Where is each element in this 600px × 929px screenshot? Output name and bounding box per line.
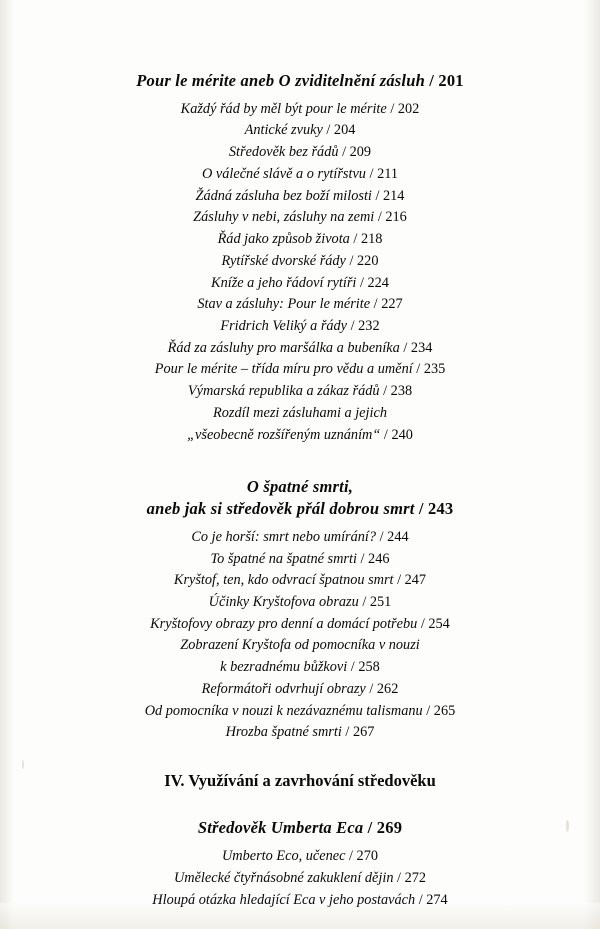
toc-section-title-text: Pour le mérite aneb O zviditelnění zásluh bbox=[136, 71, 425, 90]
toc-entry-label: Středověk bez řádů bbox=[228, 144, 339, 161]
toc-entry[interactable] bbox=[60, 570, 540, 592]
toc-entry-page-number: / 238 bbox=[379, 383, 413, 400]
toc-entry-page-number: / 214 bbox=[371, 187, 405, 204]
toc-entry[interactable] bbox=[60, 120, 540, 142]
toc-entry[interactable] bbox=[60, 679, 540, 701]
toc-entry-page-number: / 240 bbox=[380, 426, 413, 443]
toc-entry-label: Stav a zásluhy: Pour le mérite bbox=[197, 296, 371, 313]
toc-entry[interactable] bbox=[60, 359, 540, 381]
toc-entry-page-number: / 202 bbox=[386, 100, 420, 117]
toc-entry-label: Každý řád by měl být pour le mérite bbox=[180, 100, 387, 117]
toc-entry-page-number: / 224 bbox=[356, 274, 389, 291]
toc-entry-label: Hrozba špatné smrti bbox=[225, 724, 342, 741]
toc-entry[interactable] bbox=[60, 186, 540, 208]
toc-entry[interactable] bbox=[60, 549, 540, 571]
toc-entry-page-number: / 234 bbox=[399, 339, 433, 356]
toc-entry-label: Řád jako způsob života bbox=[217, 231, 350, 248]
toc-entry-page-number: / 232 bbox=[347, 317, 380, 334]
toc-entry[interactable] bbox=[60, 338, 540, 360]
toc-entry-page-number: / 204 bbox=[322, 122, 356, 139]
toc-entry[interactable] bbox=[60, 701, 540, 723]
toc-entry[interactable] bbox=[60, 294, 540, 316]
toc-entry-page-number: / 218 bbox=[349, 231, 383, 248]
toc-entry-label: Co je horší: smrt nebo umírání? bbox=[191, 528, 377, 545]
toc-entry-label: Umberto Eco, učenec bbox=[221, 848, 346, 865]
toc-entry-label: k bezradnému bůžkovi bbox=[220, 659, 348, 676]
table-of-contents bbox=[60, 70, 540, 911]
toc-entry-label: Rytířské dvorské řády bbox=[221, 252, 346, 269]
toc-section-title-text: Středověk Umberta Eca bbox=[197, 818, 364, 838]
toc-entry-page-number: / 274 bbox=[415, 891, 448, 908]
toc-entry-label: Zobrazení Kryštofa od pomocníka v nouzi bbox=[180, 637, 420, 654]
spacer bbox=[60, 791, 540, 817]
toc-entry-page-number: / 258 bbox=[347, 659, 380, 676]
toc-entry-label: „všeobecně rozšířeným uznáním“ bbox=[187, 426, 381, 443]
paper-speck bbox=[566, 820, 569, 832]
toc-section-title-line bbox=[60, 70, 540, 92]
toc-part-heading[interactable]: IV. Využívání a zavrhování středověku bbox=[164, 770, 436, 790]
toc-entry-label: Reformátoři odvrhují obrazy bbox=[201, 680, 366, 697]
toc-entry-page-number: / 265 bbox=[422, 702, 456, 719]
toc-entry-page-number: / 254 bbox=[417, 615, 450, 632]
toc-entry-label: Žádná zásluha bez boží milosti bbox=[195, 187, 372, 204]
toc-section-title-line: O špatné smrti, bbox=[246, 477, 354, 497]
toc-entry[interactable] bbox=[60, 381, 540, 403]
toc-entry-page-number: / 251 bbox=[358, 593, 392, 610]
page-edge-right-shading bbox=[584, 0, 600, 929]
toc-entry-label: To špatné na špatné smrti bbox=[210, 550, 357, 567]
toc-entry-page-number: / 211 bbox=[365, 165, 398, 182]
toc-section-title-line bbox=[60, 817, 540, 839]
toc-section-title-text: aneb jak si středověk přál dobrou smrt bbox=[146, 499, 415, 519]
toc-entry-label: Kryštofovy obrazy pro denní a domácí potřebu bbox=[150, 615, 418, 632]
toc-section-title-line bbox=[60, 498, 540, 520]
toc-entry-page-number: / 272 bbox=[393, 869, 427, 886]
toc-entry[interactable] bbox=[60, 403, 540, 425]
toc-entry-label: O válečné slávě a o rytířstvu bbox=[201, 165, 366, 182]
toc-entry-label: Kryštof, ten, kdo odvrací špatnou smrt bbox=[173, 572, 394, 589]
toc-entry-page-number: / 235 bbox=[412, 361, 446, 378]
spacer bbox=[60, 446, 540, 476]
toc-entry-label: Pour le mérite – třída míru pro vědu a umění bbox=[154, 361, 413, 378]
toc-entry-label: Umělecké čtyřnásobné zakuklení dějin bbox=[173, 869, 394, 886]
toc-entry[interactable] bbox=[60, 99, 540, 121]
toc-entry[interactable] bbox=[60, 229, 540, 251]
toc-section-page-number: / 269 bbox=[363, 818, 403, 838]
toc-entry-label: Zásluhy v nebi, zásluhy na zemi bbox=[193, 209, 375, 226]
toc-entry[interactable] bbox=[60, 890, 540, 912]
toc-entry[interactable] bbox=[60, 635, 540, 657]
toc-entry[interactable] bbox=[60, 207, 540, 229]
toc-entry-label: Účinky Kryštofova obrazu bbox=[208, 593, 359, 610]
toc-entry[interactable] bbox=[60, 657, 540, 679]
toc-entry[interactable] bbox=[60, 614, 540, 636]
toc-entry[interactable] bbox=[60, 273, 540, 295]
toc-entry-label: Fridrich Veliký a řády bbox=[220, 317, 348, 334]
toc-section-page-number: / 201 bbox=[424, 71, 464, 90]
toc-entry-label: Kníže a jeho řádoví rytíři bbox=[211, 274, 357, 291]
toc-entry-label: Hloupá otázka hledající Eca v jeho postavách bbox=[152, 891, 416, 908]
toc-entry-page-number: / 227 bbox=[370, 296, 403, 313]
toc-entry[interactable] bbox=[60, 592, 540, 614]
toc-entry-label: Výmarská republika a zákaz řádů bbox=[187, 383, 380, 400]
toc-section-title[interactable] bbox=[60, 817, 540, 839]
toc-entry-page-number: / 244 bbox=[376, 528, 409, 545]
toc-entry[interactable] bbox=[60, 846, 540, 868]
toc-entry-label: Od pomocníka v nouzi k nezávaznému talismanu bbox=[144, 702, 423, 719]
toc-entry[interactable] bbox=[60, 316, 540, 338]
toc-entry[interactable] bbox=[60, 722, 540, 744]
toc-entry[interactable] bbox=[60, 164, 540, 186]
toc-entry[interactable] bbox=[60, 142, 540, 164]
toc-entry-label: Rozdíl mezi zásluhami a jejich bbox=[213, 404, 387, 421]
toc-entry[interactable] bbox=[60, 868, 540, 890]
toc-entry[interactable] bbox=[60, 425, 540, 447]
toc-section-title[interactable] bbox=[60, 70, 540, 92]
toc-entry-page-number: / 247 bbox=[393, 572, 427, 589]
toc-entry-page-number: / 262 bbox=[365, 680, 399, 697]
toc-section-page-number: / 243 bbox=[414, 499, 454, 519]
page-edge-left-shading bbox=[0, 0, 14, 929]
toc-section-title[interactable] bbox=[60, 476, 540, 520]
toc-entry-page-number: / 270 bbox=[345, 848, 379, 865]
toc-entry-page-number: / 216 bbox=[374, 209, 407, 226]
toc-entry[interactable] bbox=[60, 251, 540, 273]
toc-entry-page-number: / 209 bbox=[338, 144, 372, 161]
spacer bbox=[60, 744, 540, 770]
toc-entry[interactable] bbox=[60, 527, 540, 549]
toc-entry-page-number: / 220 bbox=[345, 252, 379, 269]
toc-entry-label: Antické zvuky bbox=[244, 122, 323, 139]
paper-speck bbox=[22, 760, 24, 769]
toc-entry-label: Řád za zásluhy pro maršálka a bubeníka bbox=[167, 339, 400, 356]
toc-entry-page-number: / 267 bbox=[341, 724, 375, 741]
toc-entry-page-number: / 246 bbox=[356, 550, 390, 567]
